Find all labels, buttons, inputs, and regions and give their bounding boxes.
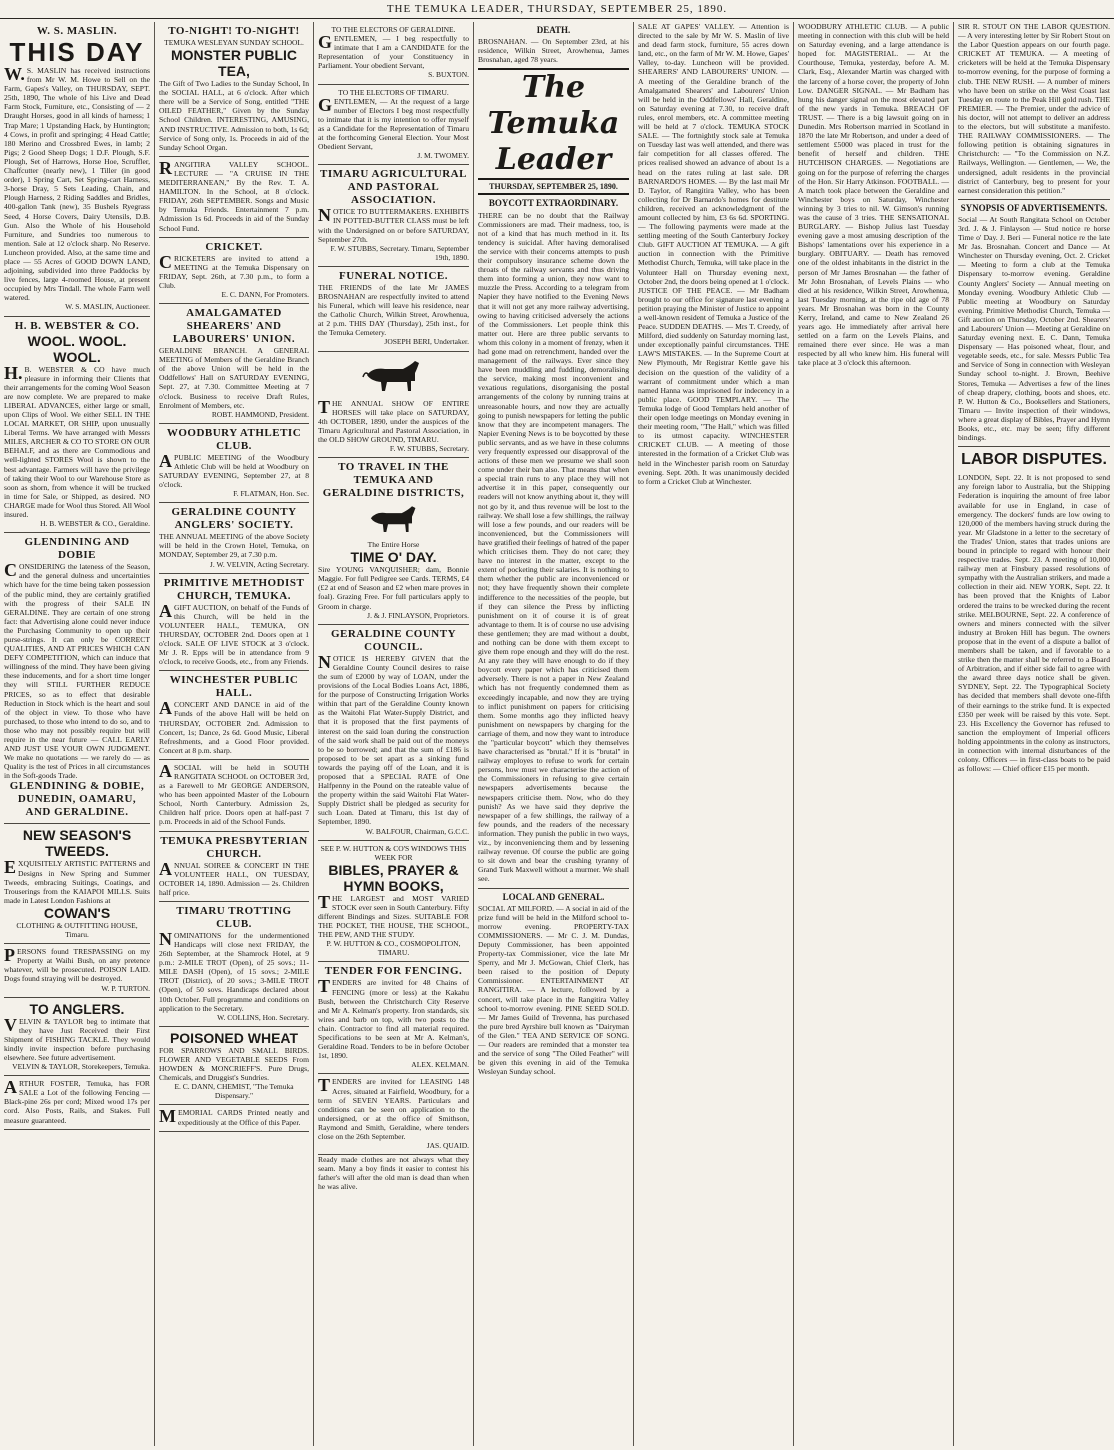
synopsis-body: Social — At South Rangitata School on October 3rd. J. & J. Finlayson — Stud notice re horse Time o' Day. J. Beri — Funeral notice re the late Mr Jas. Brosnahan. Concert and Dance — At Winchester on Thursday evening, Oct. 2. Cricket — Meeting to form a club at the Temuka Dispensary to-morrow evening. Geraldine County Anglers' Society — Annual meeting on Monday evening. Woodbury Athletic Club — Public meeting at Woodbury on Saturday evening. Primitive Methodist Church, Temuka — Gift auction on Thursday, October 2nd. Shearers' and Labourers' Union — Meeting at Geraldine on Saturday evening next. E. C. Dann, Temuka Dispensary — Has poisoned wheat, flour, and vegetable seeds, etc., for sale. Messrs Public Tea and Service of Song in connection with Wesleyan Sunday school to-night. J. Brown, Beehive Stores, Temuka — Advertises a few of the lines of cheap drapery, clothing, boots and shoes, etc. P. W. Hutton & Co., Booksellers and Stationers, Timaru — Invite inspection of their windows, where a great display of Bibles, Prayer and Hymn Books, etc., etc. may be seen; fifty different bindings. (958, 214, 1110, 443)
ad-signature: E. C. DANN, CHEMIST, "The Temuka Dispensary." (174, 1082, 294, 1101)
ad-timaru-agricultural (318, 165, 469, 267)
ad-heading: FUNERAL NOTICE. (339, 269, 448, 282)
ad-poisoned-wheat (159, 1027, 309, 1106)
ad-heading: TENDER FOR FENCING. (324, 965, 463, 978)
ad-horse-show (318, 352, 469, 459)
ad-headline: POISONED WHEAT (169, 1029, 299, 1046)
ad-tweeds-cowan (4, 824, 150, 944)
divider (958, 446, 1110, 447)
ad-wesleyan-tea (159, 22, 309, 157)
ad-body: TENDERS are invited for LEASING 148 Acres, situated at Fairfield, Woodbury, for a term of SEVEN YEARS. Particulars and conditions can be seen on application to the undersigned, or at the office of Smithson, Raymond and Smith, Geraldine, where tenders close on the 26th September. (318, 1075, 469, 1141)
death-notice: BROSNAHAN. — On September 23rd, at his residence, Wilkin Street, Arowhenua, James Brosnahan, aged 78 years. (478, 37, 629, 65)
ad-heading: TEMUKA PRESBYTERIAN CHURCH. (160, 834, 308, 860)
ad-body: GENTLEMEN, — I beg respectfully to intimate that I am a CANDIDATE for the Representation of your Constituency in Parliament. Your obedient Servant, (318, 32, 469, 71)
ad-signature: GLENDINING & DOBIE, DUNEDIN, OAMARU, AND GERALDINE. (9, 780, 145, 819)
column-7 (953, 22, 1114, 1446)
ad-headline: COWAN'S (43, 904, 111, 921)
labor-disputes-body: LONDON, Sept. 22. It is not proposed to send any foreign labor to Australia, but the Shipping Federation is inquiring the amount of free labor available for use in England, in case of emergency. The dockers' funds are low owing to 120,000 of the members having struck during the year. Mr Gladstone in a letter to the secretary of the Trades' Union, states that trades unions are bound in principle to regard with honour their respective trades. Sept. 23. A meeting of 10,000 railway men at Finsbury passed resolutions of sympathy with the Australian strikers, and made a collection in their aid. NEW YORK, Sept. 22. It has been proved that the Knights of Labor ordered the trains to be wrecked during the recent strike. MELBOURNE, Sept. 22. A conference of owners and miners connected with the silver industry at Broken Hill has begun. The owners propose that in the event of a dispute a ballot of members shall be taken, and if favorable to a strike then the matter shall be referred to a Board of Arbitration, and if either side fail to agree with the award three days notice shall be given. SYDNEY, Sept. 22. The Typographical Society has decided that members shall devote one-fifth of their earnings to the strike fund. It is expected £350 per week will be raised by this vote. Sept. 23. His Excellency the Governor has refused to sanction the employment of Imperial officers holding appointments in the colony as instructors, in connection with internal disturbances of the colony. Officers — in first-class boats to be paid as follows: — Chief officer £15 per month. (958, 473, 1110, 774)
ad-signature: W. S. MASLIN, Auctioneer. (65, 302, 150, 312)
ad-headline: WOOL. WOOL. WOOL. (27, 332, 127, 365)
ad-rangitira-lecture (159, 157, 309, 238)
ad-heading: TO-NIGHT! TO-NIGHT! (168, 25, 300, 37)
ad-body: ANNUAL SOIREE & CONCERT IN THE VOLUNTEER HALL, ON TUESDAY, OCTOBER 14, 1890. Admission — 2s. Children half price. (159, 858, 309, 897)
editorial-heading: BOYCOTT EXTRAORDINARY. (488, 198, 619, 209)
ad-subheading: TEMUKA WESLEYAN SUNDAY SCHOOL. (164, 38, 304, 47)
ad-shearers-union (159, 304, 309, 424)
ad-body: MEMORIAL CARDS Printed neatly and expeditiously at the Office of this Paper. (159, 1106, 309, 1127)
ad-body: ACONCERT AND DANCE in aid of the Funds of the above Hall will be held on THURSDAY, OCTOBER 2nd. Admission to Concert, 1s; Dance, 2s 6d. Good Music, Liberal Refreshments, and a Good Floor provided. Concert at 8 p.m. sharp. (159, 698, 309, 755)
newspaper-title: The Temuka Leader (478, 68, 629, 180)
ad-headline: TO ANGLERS. (29, 1000, 125, 1017)
entire-horse-icon (364, 502, 424, 538)
ad-body: ASOCIAL will be held in SOUTH RANGITATA SCHOOL on OCTOBER 3rd, as a Farewell to Mr GEORGE ANDERSON, who has been appointed Master of the Lobourn School, North Canterbury. Admission 2s, Children half price. Doors open at half-past 7 p.m. Proceeds in aid of the School Funds. (159, 760, 309, 827)
ad-heading: GERALDINE COUNTY COUNCIL. (330, 627, 457, 653)
ad-signature: W. COLLINS, Hon. Secretary. (217, 1012, 309, 1022)
ad-subheading: SEE P. W. HUTTON & CO'S WINDOWS THIS WEEK FOR (320, 843, 467, 862)
ad-heading: TO TRAVEL IN THE TEMUKA AND GERALDINE DISTRICTS, (322, 461, 465, 500)
ad-signature: ROBT. HAMMOND, President. (211, 409, 309, 419)
ad-headline: THIS DAY (9, 37, 145, 67)
ad-memorial-cards (159, 1105, 309, 1131)
ad-signature: S. BUXTON. (428, 70, 469, 80)
ad-heading: GERALDINE COUNTY ANGLERS' SOCIETY. (171, 506, 297, 532)
ad-body: THE FRIENDS of the late Mr JAMES BROSNAHAN are respectfully invited to attend his Funeral, which will leave his residence, near the Catholic Church, Wilkin Street, Arowhenua, at 2 p.m. THIS DAY (Thursday), 25th inst., for the Temuka Cemetery. (318, 282, 469, 338)
ad-heading: W. S. MASLIN. (36, 25, 118, 37)
ad-body: TENDERS are invited for 48 Chains of FENCING (more or less) at the Kakahu Bush, between the Christchurch City Reserve and Mr A. Kelman's property. Iron standards, six wires and barb on top, with two posts to the chain. Contractor to find all material required. Specifications to be seen at Mr A. Kelman's, Geraldine Road. Tenders to be in before October 1st, 1890. (318, 976, 469, 1061)
ad-time-o-day-horse (318, 458, 469, 625)
ad-signature: F. FLATMAN, Hon. Sec. (233, 489, 309, 499)
ad-signature: J. W. VELVIN, Acting Secretary. (209, 559, 309, 569)
ad-signature: JAS. QUAID. (426, 1141, 469, 1151)
ad-body: APUBLIC MEETING of the Woodbury Athletic Club will be held at Woodbury on SATURDAY EVENING, September 27, at 8 o'clock. (159, 450, 309, 490)
ad-body: EXQUISITELY ARTISTIC PATTERNS and Designs in New Spring and Summer Tweeds, embracing Suitings, Coatings, and Trouserings from the KAIAPOI MILLS. Suits made in Latest London Fashions at (4, 857, 150, 905)
ad-anglers-society (159, 503, 309, 573)
ad-electors-geraldine (318, 22, 469, 85)
ad-body: VELVIN & TAYLOR beg to intimate that they have Just Received their First Shipment of FISHING TACKLE. They would kindly invite inspection before purchasing elsewhere. See future advertisement. (4, 1014, 150, 1062)
divider (478, 888, 629, 889)
local-news-continued: SIR R. STOUT ON THE LABOR QUESTION. — A very interesting letter by Sir Robert Stout on the Labor Question appears on our fourth page. CRICKET AT TEMUKA. — A meeting of cricketers will be held at the Temuka Dispensary to-morrow evening, for the purpose of forming a club. THE NEW RUSH. — A number of miners who have been on strike on the West Coast last Tuesday en route to the Peak Hill gold rush. THE PREMIER. — The Premier, under the advice of his doctor, will not attempt to deliver an address to the electors, but will substitute a manifesto. THE RAILWAY COMMISSIONERS. — The following petition is obtaining signatures in Christchurch: — "To the Commission on N.Z. Railways, Wellington. — Gentlemen, — We, the undersigned, adult residents in the provincial district of Canterbury, beg to present for your earnest consideration this petition." (958, 22, 1110, 195)
ad-woodbury-athletic (159, 424, 309, 503)
ad-body: GERALDINE BRANCH. A GENERAL MEETING of Members of the Geraldine Branch of the above Union will be held in the Oddfellows' Hall on SATURDAY EVENING, Sept. 27, at 7.30. Committee Meeting at 7 o'clock. Business to receive Draft Rules, Enrolment of Members, etc. (159, 346, 309, 410)
ad-heading: TIMARU TROTTING CLUB. (176, 904, 292, 930)
ad-caption: The Entire Horse (367, 540, 420, 550)
divider (958, 199, 1110, 200)
ad-winchester-hall (159, 671, 309, 760)
death-heading: DEATH. (536, 25, 571, 35)
ad-tender-fencing (318, 962, 469, 1074)
ad-heading: WOODBURY ATHLETIC CLUB. (166, 426, 302, 452)
ad-body: CONSIDERING the lateness of the Season, and the general dulness and uncertainties which have for the time being taken possession of the public mind, they are certainly gratified with the progress of their SALE IN GERALDINE. They are certain of one strong fact: that Advertising alone could never induce the Purchasing Community to open up their purse-strings. It can only be CORRECT QUALITIES, AND AT PRICES WHICH CAN DEFY COMPETITION, which can induce that willingness of the mind. They have been giving these inducements, and for a short time longer they will STILL FURTHER REDUCE PRICES, so as to effect that desirable Reduction in Stock which is the heart and soul of the object in view. To those who have purchased, to those who intend to do so, and to those who may not possibly require but will require in the near future — CALL EARLY AND JUST USE YOUR OWN JUDGMENT. We make no quotations — we rarely do — as Quality is the test of Prices in all circumstances in the Soft-goods Trade. (4, 560, 150, 781)
running-masthead: THE TEMUKA LEADER, THURSDAY, SEPTEMBER 25, 1890. (0, 0, 1114, 19)
column-2 (154, 22, 313, 1446)
ad-electors-timaru (318, 85, 469, 166)
ad-signature: J. & J. FINLAYSON, Proprietors. (367, 610, 469, 620)
local-general-heading: LOCAL AND GENERAL. (502, 891, 605, 902)
ad-body: NOTICE TO BUTTERMAKERS. EXHIBITS IN POTTED-BUTTER CLASS must be left with the Undersigned on or before SATURDAY, September 27th. (318, 205, 469, 244)
ad-trotting-club (159, 902, 309, 1027)
editorial-body: THERE can be no doubt that the Railway Commissioners are mad. Their madness, too, is not of a kind that has much method in it. Its tendency is suicidal. After having demoralised the service with their concerns attempts to push their compulsory insurance scheme down the throats of the railway servants and thus driving them into forming a union, they now want to muzzle the Press. According to a telegram from Napier they have notified to the Evening News that it will not get any more railway advertising, owing to having criticised adversely the actions of the Commissioners. Let people think this matter out. Here are three public servants to whom this colony in a moment of frenzy, when it had gone mad on retrenchment, handed over the management of the railways. Ever since they have been muddling and fuddling, demoralising the service, making most inconvenient and vexatious regulations, disorganising the postal arrangements of the colony by running trains at unreasonable hours, and now they are actually going to punish newspapers for letting the public know that they are incompetent managers. The Napier Evening News is to be boycotted by these public servants, and as we have in these columns very frequently expressed our disapproval of the actions of these men we presume we shall soon come under their ban also. That means that when a special train runs to any place they will not advertise it in this paper, consequently our readers will not know anything about it, they will not go by it, and thus revenue will be lost to the railway. We shall lose a few shillings, the railway will lose a few pounds, and our readers will be inconvenienced, but the Commissioners will have gratified their feelings of hatred of the paper which criticises them. They do not care; they have no interest in the matter, except to the extent of pocketing their salaries. It is nothing to them whether the public are inconvenienced or not; they have frequently shown their complete indifference to the necessities of the people, but if they can silence the Press by inflicting punishment on it of course it is of great advantage to them. It is of course no use advising these gentlemen; they are mad without a doubt, and nothing can be done with them except to give them rope enough and they will do the rest. At any rate they will have enough to do if they boycott every paper which has criticised them adversely. There is not a paper in New Zealand which has not frequently condemned them as exceedingly incapable, and now they are trying to inflict punishment on papers for criticising them. Some months ago they inflicted heavy punishment on newspapers by charging for the carriage of them, and now they want to introduce the "particular boycott" which they themselves have characterised as "brutal." If it is "brutal" in railway employes to refuse to work for certain persons, how must we characterise the action of the Commissioners in refusing to give certain newspapers advertisements because the newspapers criticise them. Now, who do they punish? As we have said they deprive the newspaper of a few shillings, the railway of a few pounds, and the readers of the necessary information. They punish the public in two ways, viz., by inconveniencing them and by lessening railway revenue. Of course the public are going to sit down and bear the crushing tyranny of Grand Turk Maxwell without a murmer. We shall see. (478, 210, 629, 884)
ad-foster-fencing (4, 1076, 150, 1129)
ad-tender-leasing (318, 1074, 469, 1155)
ad-signature: JOSEPH BERI, Undertaker. (384, 337, 469, 347)
ad-heading: AMALGAMATED SHEARERS' AND LABOURERS' UNION. (172, 307, 296, 346)
ad-heading: GLENDINING AND DOBIE (24, 536, 130, 562)
column-4 (473, 22, 633, 1446)
column-5 (633, 22, 793, 1446)
ad-heading: TIMARU AGRICULTURAL AND PASTORAL ASSOCIATION. (320, 168, 467, 207)
ad-presbyterian-soiree (159, 832, 309, 902)
newspaper-date: THURSDAY, SEPTEMBER 25, 1890. (478, 182, 629, 195)
ad-heading: H. B. WEBSTER & CO. (14, 319, 140, 332)
ad-body: THE ANNUAL MEETING of the above Society will be held in the Crown Hotel, Temuka, on MONDAY, September 29, at 7.30 p.m. (159, 532, 309, 560)
ad-heading: NEW SEASON'S TWEEDS. (22, 827, 132, 860)
ad-trespass-notice (4, 944, 150, 997)
ad-glendining-dobie (4, 533, 150, 824)
ad-to-anglers (4, 998, 150, 1077)
ad-south-rangitata-social (159, 760, 309, 832)
ad-signature: W. P. TURTON. (101, 983, 150, 993)
ad-signature: F. W. STUBBS, Secretary. Timaru, September 19th, 1890. (330, 243, 469, 262)
ad-heading: TO THE ELECTORS OF GERALDINE. (331, 25, 456, 34)
ad-body: The Gift of Two Ladies to the Sunday School, In the SOCIAL HALL, at 6 o'clock. After which there will be a Service of Song, entitled "THE OILED FEATHER," Given by the Sunday School Children. INTERESTING, AMUSING, AND INSTRUCTIVE. Admission to both, 1s 6d; Service of Song only, 1s. Proceeds in aid of the Sunday School Organ. (159, 79, 309, 152)
ad-body: NOTICE IS HEREBY GIVEN that the Geraldine County Council desires to raise the sum of £2000 by way of LOAN, under the provisions of the Local Bodies Loans Act, 1886, for the purpose of Constructing Irrigation Works within that part of the Geraldine County known as the Waitohi Flat Water-Supply District, and that it is proposed that the first payments of interest on the said loan during the construction of the said work shall be paid out of the moneys to be so borrowed; and that the sum of £186 is proposed to be set apart as a sinking fund towards the paying off of the Loan, and it is proposed that a SPECIAL RATE of One Halfpenny in the Pound on the rateable value of the property within the said Waitohi Flat Water-Supply District shall be pledged as security for such Loan. Dated at Timaru, this 1st day of September, 1890. (318, 651, 469, 827)
local-news-continued: WOODBURY ATHLETIC CLUB. — A public meeting in connection with this club will be held on Saturday evening, and a large attendance is hoped for. MAGISTERIAL. — At the Courthouse, Temuka, yesterday, before A. M. Clark, Esq., Alexander Martin was charged with the larceny of a horse cover, the property of John Low. DANGER SIGNAL. — Mr Badham has hung his danger signal on the most elevated part of the new yards in Temuka. BREACH OF TRUST. — There is a big lawsuit going on in Dunedin. Mrs Robertson married in Scotland in 1870 the late Mr Robertson, and under a deed of settlement £5000 was placed in trust for the benefit of herself and children. THE HUTCHISON CHARGES. — Negotiations are going on for the purpose of referring the charges of the Hon. Sir Harry Atkinson. FOOTBALL. — A match took place between the Geraldine and Winchester boys on Saturday, Winchester winning by 3 tries to nil. W. Gimson's running was the cause of 3 tries. THE SENSATIONAL BURGLARY. — Bishop Julius last Tuesday evening gave a most amusing description of the Bishops' lamentations over his experience in a burglary. OBITUARY. — Death has removed one of the oldest inhabitants in the district in the person of Mr James Brosnahan — the father of Mr John Brosnahan, of Levels Plains — who died at his residence, Wilkin Street, Arowhenua, last Tuesday morning, at the ripe old age of 78 years. Mr Brosnahan was born in the County Kerry, Ireland, and came to New Zealand 26 years ago. He immediately after arrival here settled on a farm on the Levels Plains, and remained there ever since. He was a man respected by all who knew him. His funeral will take place at 3 o'clock this afternoon. (798, 22, 949, 368)
ad-signature: CLOTHING & OUTFITTING HOUSE, Timaru. (16, 920, 138, 940)
labor-disputes-heading: LABOR DISPUTES. (961, 451, 1107, 469)
horse-illustration-icon (359, 357, 429, 397)
ad-primitive-methodist (159, 574, 309, 672)
ad-body: THE LARGEST and MOST VARIED STOCK ever seen in South Canterbury. Fifty different Bindings and Sizes. SUITABLE FOR THE POCKET, THE HOUSE, THE SCHOOL, THE PEW, AND THE STUDY. (318, 891, 469, 940)
ad-webster-wool (4, 317, 150, 534)
filler-paragraph: Ready made clothes are not always what they seam. Many a boy finds it easier to contest his father's will after the old man is dead than when he was alive. (318, 1155, 469, 1192)
ad-hutton-bibles (318, 841, 469, 963)
ad-maslin-sale (4, 22, 150, 317)
ad-headline: TIME O' DAY. (350, 549, 437, 566)
synopsis-heading: SYNOPSIS OF ADVERTISEMENTS. (960, 202, 1108, 213)
ad-signature: P. W. HUTTON & CO., COSMOPOLITON, TIMARU. (326, 939, 461, 958)
ad-signature: W. BALFOUR, Chairman, G.C.C. (365, 826, 469, 836)
ad-county-council (318, 625, 469, 841)
ad-body: GENTLEMEN, — At the request of a large number of Electors I beg most respectfully to intimate that it is my intention to offer myself as a Candidate for the Representation of Timaru at the forthcoming General Election. Your Most Obedient Servant, (318, 94, 469, 152)
ad-signature: H. B. WEBSTER & CO., Geraldine. (40, 519, 150, 529)
ad-signature: E. C. DANN, For Promoters. (221, 289, 309, 299)
ad-body: AGIFT AUCTION, on behalf of the Funds of this Church, will be held in the VOLUNTEER HALL, TEMUKA, ON THURSDAY, OCTOBER 2nd. Doors open at 1 o'clock. SALE OF LIVE STOCK at 3 o'clock. Mr J. R. Epps will be in attendance from 9 o'clock, to receive Goods, etc., from any Friends. (159, 600, 309, 667)
ad-body: PERSONS found TRESPASSING on my Property at Waihi Bush, on any pretence whatever, will be prosecuted. POISON LAID. Dogs found straying will be destroyed. (4, 945, 150, 984)
ad-headline: BIBLES, PRAYER & HYMN BOOKS, (328, 861, 459, 894)
ad-body: ARTHUR FOSTER, Temuka, has FOR SALE a Lot of the following Fencing — Black-pine 26s per cord; Mixed wood 17s per cord. Also Posts, Rails, and Stakes. Full measure guaranteed. (4, 1077, 150, 1125)
ad-funeral-notice (318, 267, 469, 352)
ad-body: Sire YOUNG VANQUISHER; dam, Bonnie Maggie. For full Pedigree see Cards. TERMS, £4 (£2 at end of Season and £2 when mare proves in foal). Grazing Free. For full particulars apply to Groom in charge. (318, 565, 469, 611)
ad-heading: TO THE ELECTORS OF TIMARU. (338, 87, 449, 97)
column-3 (313, 22, 473, 1446)
ad-body: FOR SPARROWS AND SMALL BIRDS. FLOWER AND VEGETABLE SEEDS From HOWDEN & MONCRIEFF'S. Pure Drugs, Chemicals, and Druggist's Sundries. (159, 1045, 309, 1083)
ad-headline: MONSTER PUBLIC TEA, (171, 47, 297, 80)
ad-body: NOMINATIONS for the undermentioned Handicaps will close next FRIDAY, the 26th September, at the Shamrock Hotel, at 9 p.m.: 2-MILE TROT (Open), of 25 sovs.; 11-MILE DASH (Open), of 15 sovs.; 2-MILE TROT (District), of 20 sovs.; 3-MILE TROT (Open), of 50 sovs. Handicaps declared about 10th October. Full programme and conditions on application to the Secretary. (159, 928, 309, 1013)
ad-heading: PRIMITIVE METHODIST CHURCH, TEMUKA. (163, 576, 305, 602)
ad-cricket (159, 238, 309, 304)
ad-signature: F. W. STUBBS, Secretary. (389, 444, 469, 453)
ad-heading: WINCHESTER PUBLIC HALL. (169, 674, 299, 700)
ad-body: THE ANNUAL SHOW OF ENTIRE HORSES will take place on SATURDAY, 4th OCTOBER, 1890, under the auspices of the Timaru Agricultural and Pastoral Association, in the OLD SHOW GROUND, TIMARU. (318, 396, 469, 444)
local-news-continued: SALE AT GAPES' VALLEY. — Attention is directed to the sale by Mr W. S. Maslin of live and dead farm stock, furniture, 55 acres down land, etc., on the farm of Mr W. M. Howe, Gapes' Valley, to-day. Luncheon will be provided. SHEARERS' AND LABOURERS' UNION. — A meeting of the Geraldine branch of the Amalgamated Shearers' and Labourers' Union will be held in the Oddfellows' Hall, Geraldine, on Saturday evening at 7.30, to receive draft rules, enrol members, etc. A committee meeting will be held at 7 o'clock. TEMUKA STOCK SALE. — The fortnightly stock sale at Temuka on Tuesday last was well attended, and there was fair competition for all classes offered. The prices realised showed an advance of about 1s a head on the rates ruling at last sale. DR BARNARDO'S HOMES. — By the last mail Mr D. Taylor, of Rangitira Valley, who has been collecting for Dr Barnardo's homes for destitute children, received an acknowledgment of the amount collected by him, £3 6s 6d. SPORTING. — The following payments were made at the settling meeting of the South Canterbury Jockey Club. GIFT AUCTION AT TEMUKA. — A gift auction in connection with the Primitive Methodist Church, Temuka, will take place in the Volunteer Hall on Thursday evening next, October 2nd, the doors being opened at 1 o'clock. JUSTICE OF THE PEACE. — Mr Badham brought to our office for signature last evening a petition praying the Minister of Justice to appoint a well-known resident of Temuka a Justice of the Peace. SUDDEN DEATHS. — Mrs T. Creedy, of Milford, died suddenly on Saturday morning last, under exceptionally painful circumstances. THE LAW'S MISTAKES. — In the Supreme Court at New Plymouth, Mr Registrar Kettle gave his decision on the question of the validity of a warrant of commitment under which a man named Hanna was imprisoned for indecency in a public place. GOOD TEMPLARY. — The Temuka lodge of Good Templars held another of their open lodge meetings on Monday evening in their meeting room, "The Hall," which was filled to its utmost capacity. WINCHESTER CRICKET CLUB. — A meeting of those interested in the formation of a Cricket Club was held in the Winchester parish room on Saturday evening. Sept. 20th. It was unanimously decided to form a Cricket Club at Winchester. (638, 22, 789, 486)
ad-signature: ALEX. KELMAN. (411, 1060, 469, 1070)
ad-body: H.B. WEBSTER & CO have much pleasure in informing their Clients that their arrangements for the coming Wool Season are now complete. We are prepared to make LIBERAL ADVANCES, either large or small, upon Clips of Wool. We either SELL IN THE LOCAL MARKET, OR SHIP, upon unusually Liberal Terms. We have arranged with Messrs MILES, ARCHER & CO TO STORE ON OUR BEHALF, and as there are Commodious and well-lighted STORES Wool is shown to the best advantage. Farmers will have the privilege of taking their Wool to our Warehouse Store as soon as shorn, from whence it will be trucked in time for Sale, or Shipped, as desired. NO CHARGE made for Wool thus Stored. All Wool insured. (4, 362, 150, 520)
ad-body: W.S. MASLIN has received instructions from Mr W. M. Howe to Sell on the Farm, Gapes's Valley, on THURSDAY, SEPT. 25th, 1890, The whole of his Live and Dead Farm Stock, Furniture, etc., Consisting of — 2 Draught Horses, good in all kinds of harness; 1 Trap Mare; 1 Upstanding Hack, by Huntington; 4 Cows, in profit and springing; 4 Head Cattle; 180 Merino and Crossbred Ewes, in lamb; 2 Pigs; 2 Good Sheep Dogs; 1 D.F. Plough, S.F. Plough, Set of Harrows, Horse Hoe, Scruffler, Chaffcutter (nearly new), 1 Tiller (in good order), 1 Spring Cart, Set Spring-cart Harness, 3-horse Dray, 5 Sets Leading, Chain, and Plough Harness, 2 Riding Saddles and Bridles, 400-gallon Tank (new), 35 Bushels Ryegrass Seed, 4 Horse Covers, Dairy Utensils, D.B. Gun. Also the Whole of his Household Furniture, and Sundries too numerous to mention. Sale at 12 o'clock sharp. No Reserve. Luncheon provided. Also, at the same time and place — 55 Acres of GOOD DOWN LAND, adjoining, subdivided into three Paddocks by live fences, large 4-roomed House, at present occupied by Mrs Tindall. The whole Farm well watered. (4, 64, 150, 303)
column-1 (0, 22, 154, 1446)
ad-signature: VELVIN & TAYLOR, Storekeepers, Temuka. (12, 1062, 150, 1072)
ad-heading: CRICKET. (205, 240, 263, 253)
local-general-body: SOCIAL AT MILFORD. — A social in aid of the prize fund will be held in the Milford school to-morrow evening. PROPERTY-TAX COMMISSIONERS. — Mr C. J. M. Dundas, Deputy Commissioner, has been appointed Property-tax Commissioner, vice the late Mr Sperry, and Mr J. McGowan, Chief Clerk, has been raised to the position of Deputy Commissioner. ENTERTAINMENT AT RANGITIRA. — A lecture, followed by a concert, will take place in the Rangitira Valley school to-morrow evening. PINE SEED SOLD. — Mr James Guild of Trevenna, has purchased the pure bred Ayrshire bull known as "Dairyman of the Glen." TEA AND SERVICE OF SONG. — Our readers are reminded that a monster tea and the service of song "The Oiled Feather" will be given this evening in aid of the Temuka Wesleyan Sunday school. (478, 903, 629, 1077)
ad-body: CRICKETERS are invited to attend a MEETING at the Temuka Dispensary on FRIDAY, Sept. 26th, at 7.30 p.m., to form a Club. (159, 251, 309, 290)
ad-body: RANGITIRA VALLEY SCHOOL. LECTURE — "A CRUISE IN THE MEDITERRANEAN," By the Rev. T. A. HAMILTON. In the School, at 8 o'clock. FRIDAY, 26th SEPTEMBER. Songs and Music by Temuka Friends. Entertainment 7 p.m. Admission 1s 6d. Proceeds in aid of the Sunday School Fund. (159, 157, 309, 233)
column-6 (793, 22, 953, 1446)
ad-signature: J. M. TWOMEY. (417, 151, 469, 161)
